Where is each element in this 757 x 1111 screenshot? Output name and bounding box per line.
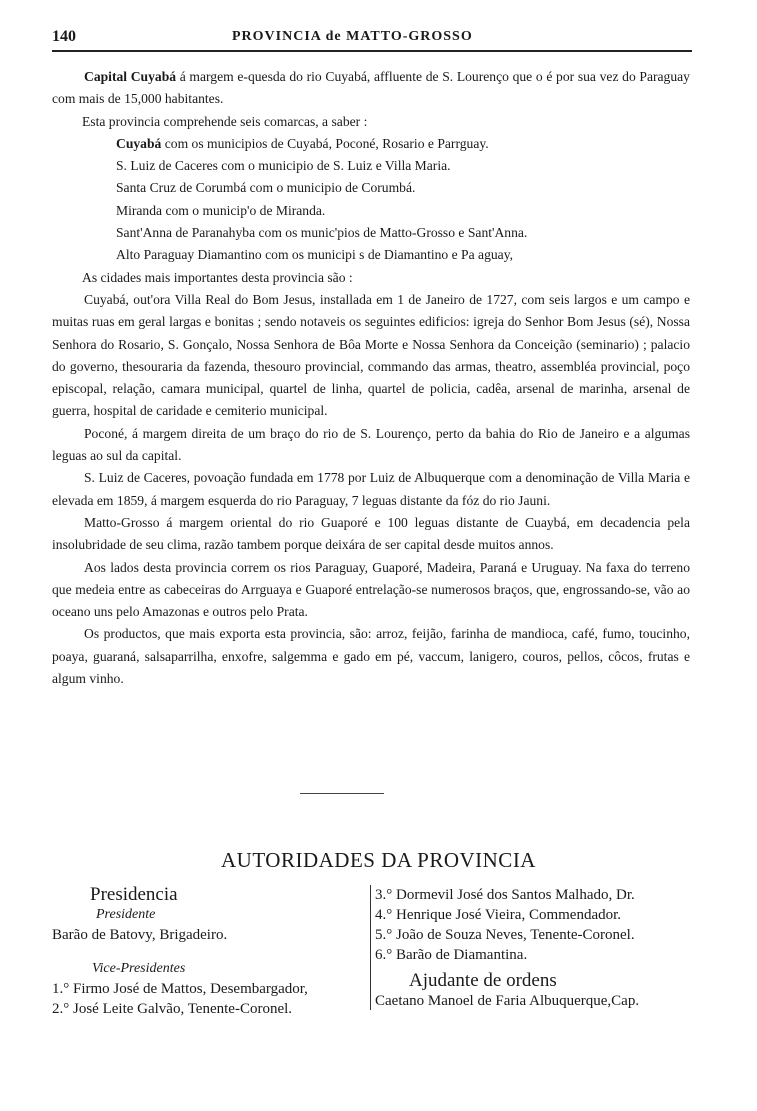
section-separator — [300, 793, 384, 794]
vice-item: 2.° José Leite Galvão, Tenente-Coronel. — [52, 1001, 293, 1017]
running-title: PROVINCIA de MATTO-GROSSO — [232, 29, 473, 44]
ajudante-heading: Ajudante de ordens — [409, 970, 557, 991]
comarca-item: Santa Cruz de Corumbá com o municipio de Corumbá. — [116, 180, 416, 196]
comarca-item: Miranda com o municip'o de Miranda. — [116, 202, 326, 218]
vice-item: 3.° Dormevil José dos Santos Malhado, Dr. — [375, 887, 635, 903]
comarca-item: Cuyabá com os municipios de Cuyabá, Poconé, Rosario e Parrguay. — [116, 135, 489, 151]
vice-item: 5.° João de Souza Neves, Tenente-Coronel. — [375, 927, 635, 943]
paragraph-rios: Aos lados desta provincia correm os rios Paraguay, Guaporé, Madeira, Paraná e Uruguay. Na faxa do terreno que medeia entre as cabeceiras do Arrguaya e Guaporé entrelação-se numerosos braços, que, engrossando-se, vão ao oceano uns pelo Amazonas e outros pelo Prata. — [52, 559, 690, 620]
authorities-left-column — [52, 885, 362, 1019]
paragraph-cuyaba: Cuyabá, out'ora Villa Real do Bom Jesus, installada em 1 de Janeiro de 1727, com seis largos e um campo e muitas ruas em geral largas e bonitas ; sendo notaveis os seguintes edificios: igreja do Senhor Bom Jesus (sé), Nossa Senhora do Rosario, S. Gonçalo, Nossa Senhora de Bôa Morte e Nossa Senhora da Conceição (seminario) ; palacio do governo, thesouraria da fazenda, thesouro provincial, commando das armas, theatro, assembléa provincial, poço episcopal, relação, camara municipal, quartel de linha, quartel de policia, cadêa, arsenal de marinha, arsenal de guerra, hospital de caridade e cemiterio municipal. — [52, 291, 690, 419]
ajudante-name: Caetano Manoel de Faria Albuquerque,Cap. — [375, 993, 640, 1009]
presidente-name: Barão de Batovy, Brigadeiro. — [52, 927, 228, 943]
capital-paragraph — [52, 66, 690, 111]
section-title: AUTORIDADES DA PROVINCIA — [221, 848, 536, 872]
body-text — [52, 66, 690, 690]
comarca-item: Alto Paraguay Diamantino com os municipi s de Diamantino e Pa aguay, — [116, 247, 514, 263]
paragraph-pocone: Poconé, á margem direita de um braço do rio de S. Lourenço, perto da bahia do Rio de Janeiro e a algumas leguas ao sul da capital. — [52, 425, 690, 464]
comarca-item: Sant'Anna de Paranahyba com os munic'pios de Matto-Grosso e Sant'Anna. — [116, 225, 528, 241]
vice-item: 1.° Firmo José de Mattos, Desembargador, — [52, 981, 308, 997]
paragraph-caceres: S. Luiz de Caceres, povoação fundada em 1778 por Luiz de Albuquerque com a denominação de Villa Maria e elevada em 1859, á margem esquerda do rio Paraguay, 7 leguas distante da fóz do rio Jauni. — [52, 470, 690, 508]
page-header — [52, 28, 692, 50]
vice-item: 4.° Henrique José Vieira, Commendador. — [375, 907, 622, 923]
comarca-item: S. Luiz de Caceres com o municipio de S. Luiz e Villa Maria. — [116, 158, 451, 174]
header-rule — [52, 50, 692, 52]
paragraph-matto-grosso: Matto-Grosso á margem oriental do rio Guaporé e 100 leguas distante de Cuaybá, em decadencia pela insolubridade de seu clima, razão tambem porque deixára de ser capital desde muitos annos. — [52, 514, 690, 553]
vice-item: 6.° Barão de Diamantina. — [375, 947, 528, 963]
presidente-role: Presidente — [96, 907, 156, 922]
capital-text: á margem e-quesda do rio Cuyabá, affluente de S. Lourenço que o é por sua vez do Paraguay com mais de 15,000 habitantes. — [52, 69, 690, 107]
page-number: 140 — [52, 28, 76, 45]
presidencia-heading: Presidencia — [90, 884, 178, 905]
cidades-intro: As cidades mais importantes desta provincia são : — [82, 269, 353, 285]
vice-presidentes-role: Vice-Presidentes — [92, 961, 186, 976]
authorities-right-column — [370, 885, 695, 1010]
comarcas-intro: Esta provincia comprehende seis comarcas, a saber : — [82, 113, 368, 129]
capital-lead: Capital Cuyabá — [84, 69, 177, 84]
paragraph-productos: Os productos, que mais exporta esta provincia, são: arroz, feijão, farinha de mandioca, café, fumo, toucinho, poaya, guaraná, salsaparrilha, enxofre, salgemma e gado em pé, vaccum, lanigero, couros, pellos, côcos, frutas e algum vinho. — [52, 626, 690, 687]
